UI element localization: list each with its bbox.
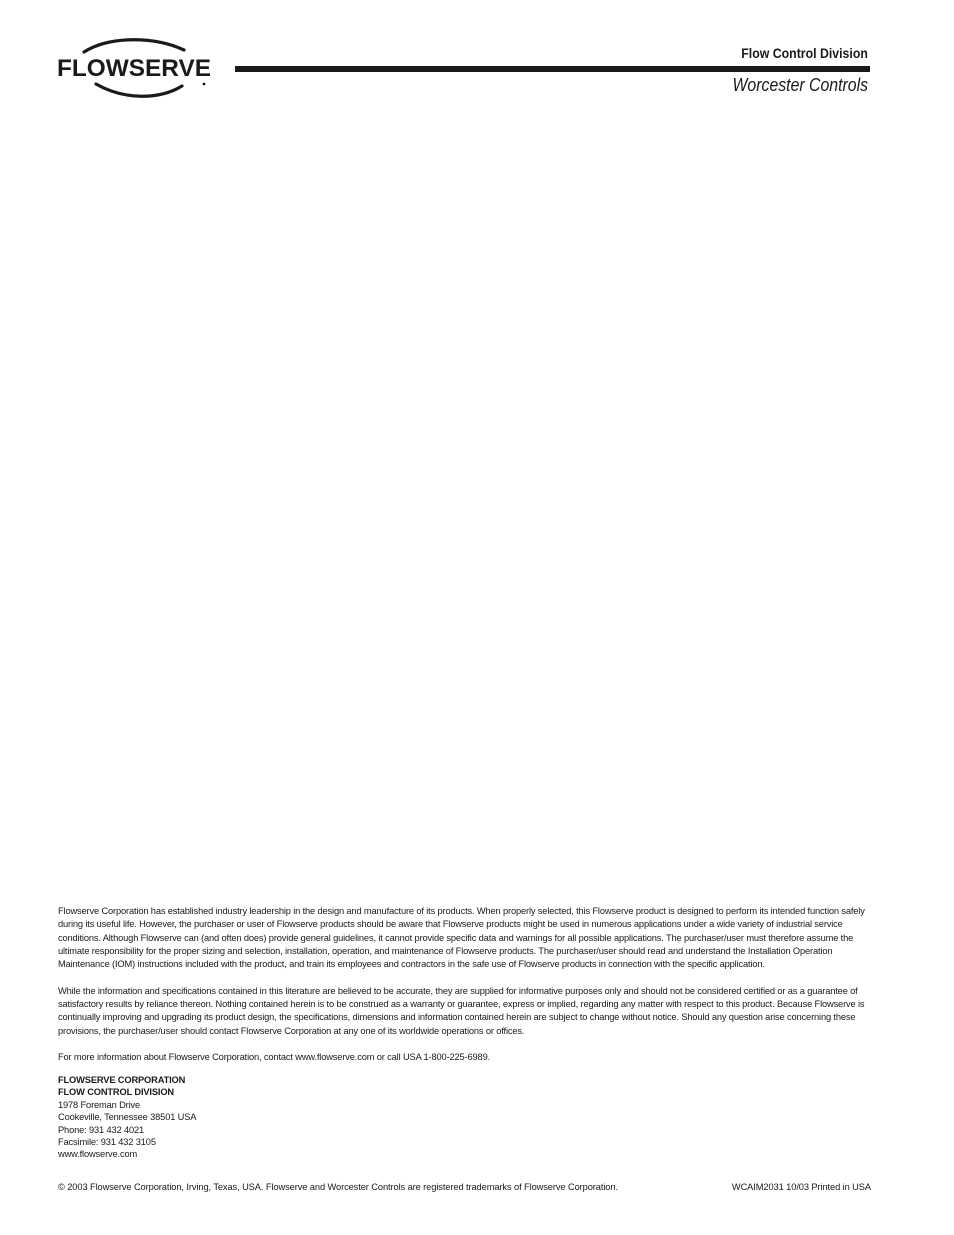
address-fax: Facsimile: 931 432 3105 bbox=[58, 1137, 156, 1148]
address-division: FLOW CONTROL DIVISION bbox=[58, 1087, 174, 1098]
contact-paragraph: For more information about Flowserve Corporation, contact www.flowserve.com or call USA 1-800-225-6989. bbox=[58, 1052, 491, 1063]
division-title: Flow Control Division bbox=[741, 45, 868, 61]
address-block bbox=[58, 1074, 196, 1161]
address-web: www.flowserve.com bbox=[58, 1149, 138, 1160]
disclaimer-paragraph: Flowserve Corporation has established industry leadership in the design and manufacture of its products. When properly selected, this Flowserve product is designed to perform its intended function safely during its useful life. However, the purchaser or user of Flowserve products should be aware that Flowserve products might be used in numerous applications under a wide variety of industrial service conditions. Although Flowserve can (and often does) provide general guidelines, it cannot provide specific data and warnings for all possible applications. The purchaser/user must therefore assume the ultimate responsibility for the proper sizing and selection, installation, operation, and maintenance of Flowserve products. The purchaser/user should read and understand the Installation Operation Maintenance (IOM) instructions included with the product, and train its employees and contractors in the safe use of Flowserve products in connection with the specific application. bbox=[58, 906, 865, 970]
copyright-notice: © 2003 Flowserve Corporation, Irving, Texas, USA. Flowserve and Worcester Controls are registered trademarks of Flowserve Corporation. bbox=[58, 1182, 618, 1192]
disclaimer-paragraph: While the information and specifications contained in this literature are believed to be accurate, they are supplied for informative purposes only and should not be considered certified or as a guarantee of satisfactory results by reliance thereon. Nothing contained herein is to be construed as a warranty or guarantee, express or implied, regarding any matter with respect to this product. Because Flowserve is continually improving and upgrading its product design, the specifications, dimensions and information contained herein are subject to change without notice. Should any question arise concerning these provisions, the purchaser/user should contact Flowserve Corporation at any one of its worldwide operations or offices. bbox=[58, 985, 865, 1036]
address-phone: Phone: 931 432 4021 bbox=[58, 1124, 145, 1135]
legal-disclaimer bbox=[58, 905, 870, 1078]
logo-wordmark: FLOWSERVE bbox=[57, 55, 211, 82]
document-code: WCAIM2031 10/03 Printed in USA bbox=[731, 1182, 871, 1192]
address-city: Cookeville, Tennessee 38501 USA bbox=[58, 1112, 197, 1123]
brand-subtitle: Worcester Controls bbox=[732, 75, 868, 95]
address-company: FLOWSERVE CORPORATION bbox=[58, 1075, 186, 1085]
flowserve-logo bbox=[54, 38, 214, 100]
header-rule bbox=[235, 66, 870, 72]
address-street: 1978 Foreman Drive bbox=[58, 1099, 141, 1110]
